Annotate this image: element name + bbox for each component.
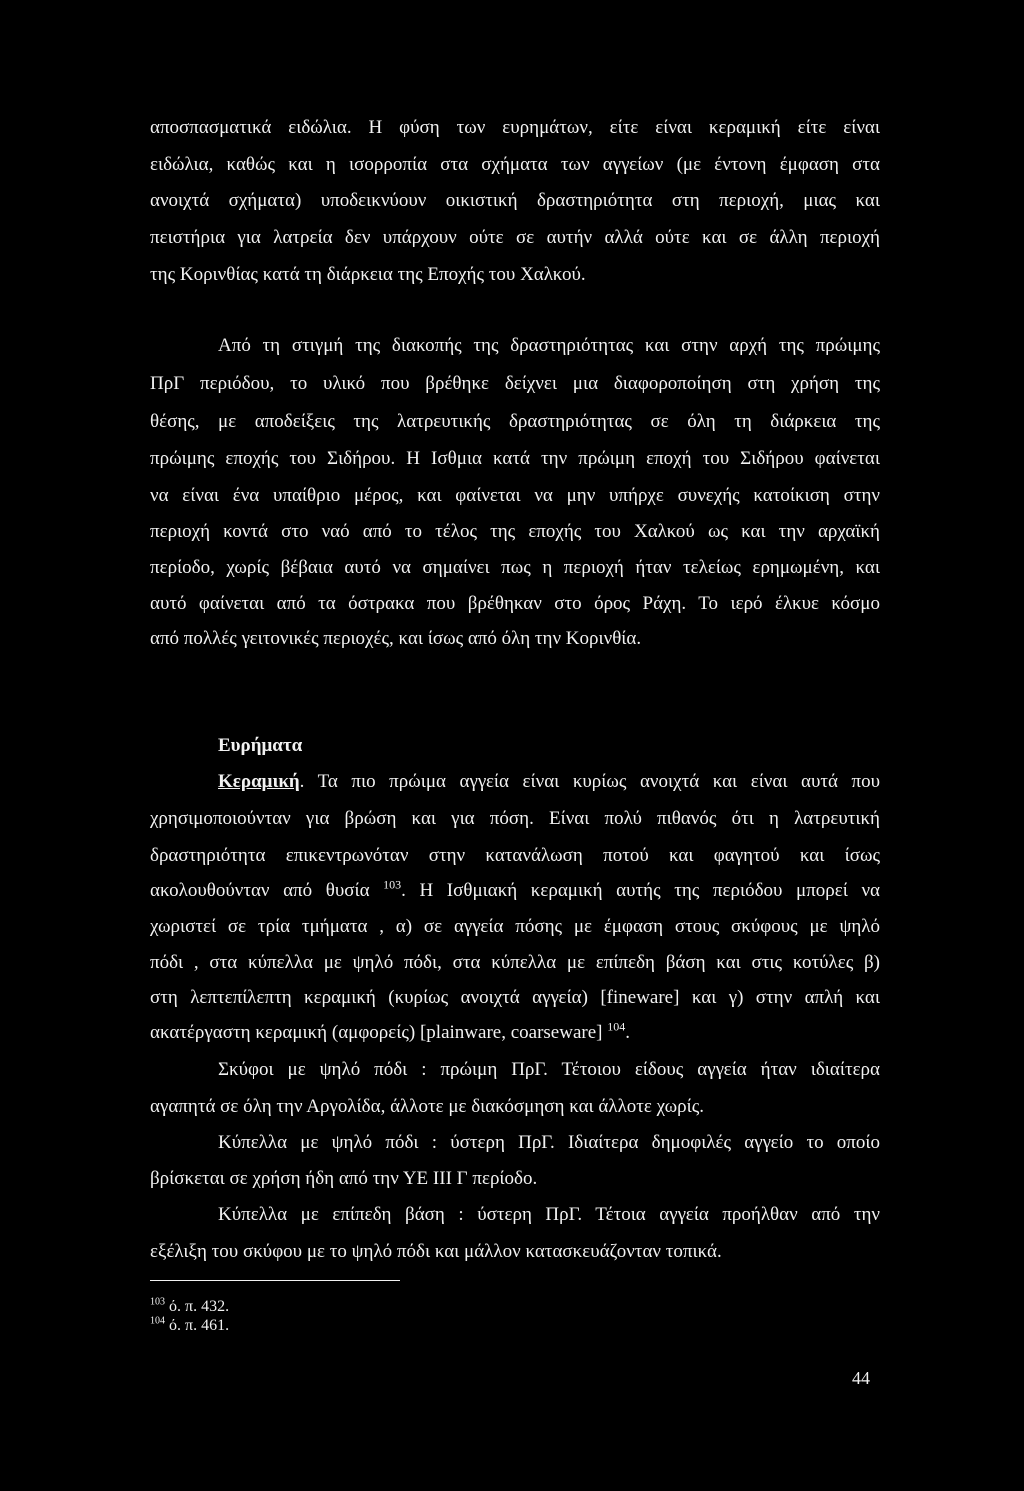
item-line: βρίσκεται σε χρήση ήδη από την ΥΕ ΙΙΙ Γ περίοδο. [150, 1168, 538, 1189]
body-text-line: να είναι ένα υπαίθριο μέρος, και φαίνεται να μην υπήρχε συνεχής κατοίκιση στην [150, 485, 880, 506]
page-number: 44 [852, 1368, 870, 1388]
body-text-line: πειστήρια για λατρεία δεν υπάρχουν ούτε σε αυτήν αλλά ούτε και σε άλλη περιοχή [150, 227, 880, 248]
item-line: εξέλιξη του σκύφου με το ψηλό πόδι και μάλλον κατασκευάζονταν τοπικά. [150, 1241, 722, 1262]
body-text-line-with-ref [150, 877, 880, 902]
item-line: Κύπελλα με ψηλό πόδι : ύστερη ΠρΓ. Ιδιαίτερα δημοφιλές αγγείο το οποίο [218, 1132, 880, 1153]
ceramics-first-line-text: . Τα πιο πρώιμα αγγεία είναι κυρίως ανοιχτά και είναι αυτά που [299, 771, 880, 792]
footnote-ref: 103 [383, 877, 402, 892]
body-text-line: περίοδο, χωρίς βέβαια αυτό να σημαίνει πως η περιοχή ήταν τελείως ερημωμένη, και [150, 557, 880, 578]
body-text-line: Από τη στιγμή της διακοπής της δραστηριότητας και στην αρχή της πρώιμης [218, 335, 880, 356]
body-text-line: περιοχή κοντά στο ναό από το τέλος της εποχής του Χαλκού ως και την αρχαϊκή [150, 521, 880, 542]
footnote-ref: 104 [607, 1019, 626, 1034]
ceramics-line8-start: ακατέργαστη κεραμική (αμφορείς) [plainware, coarseware] [150, 1022, 608, 1043]
footnote-text: ό. π. 461. [165, 1317, 230, 1334]
footnote [150, 1298, 229, 1316]
ceramics-first-line [218, 771, 880, 793]
body-text-line: ειδώλια, καθώς και η ισορροπία στα σχήματα των αγγείων (με έντονη έμφαση στα [150, 154, 880, 175]
body-text-line-with-ref [150, 1019, 880, 1044]
ceramics-line8-end: . [625, 1022, 630, 1043]
body-text-line: ΠρΓ περιόδου, το υλικό που βρέθηκε δείχνει μια διαφοροποίηση στη χρήση της [150, 373, 880, 394]
ceramics-line4-start: ακολουθούνταν από θυσία [150, 880, 384, 901]
body-text-line: πρώιμης εποχής του Σιδήρου. Η Ισθμια κατά την πρώιμη εποχή του Σιδήρου φαίνεται [150, 448, 880, 469]
footnote-text: ό. π. 432. [165, 1298, 230, 1315]
body-text-line: αποσπασματικά ειδώλια. Η φύση των ευρημάτων, είτε είναι κεραμική είτε είναι [150, 117, 880, 138]
body-text-line: στη λεπτεπίλεπτη κεραμική (κυρίως ανοιχτά αγγεία) [fineware] και γ) στην απλή και [150, 987, 880, 1008]
body-text-line: χρησιμοποιούνταν για βρώση και για πόση. Είναι πολύ πιθανός ότι η λατρευτική [150, 808, 880, 829]
body-text-line: της Κορινθίας κατά τη διάρκεια της Εποχής του Χαλκού. [150, 264, 586, 285]
body-text-line: αυτό φαίνεται από τα όστρακα που βρέθηκαν στο όρος Ράχη. Το ιερό έλκυε κόσμο [150, 593, 880, 614]
section-heading: Ευρήματα [218, 735, 303, 756]
body-text-line: πόδι , στα κύπελλα με ψηλό πόδι, στα κύπελλα με επίπεδη βάση και στις κοτύλες β) [150, 952, 880, 973]
body-text-line: από πολλές γειτονικές περιοχές, και ίσως από όλη την Κορινθία. [150, 628, 642, 649]
item-line: αγαπητά σε όλη την Αργολίδα, άλλοτε με διακόσμηση και άλλοτε χωρίς. [150, 1096, 705, 1117]
footnote-number: 103 [150, 1296, 165, 1308]
body-text-line: ανοιχτά σχήματα) υποδεικνύουν οικιστική δραστηριότητα στη περιοχή, μιας και [150, 190, 880, 211]
ceramics-line4-end: . Η Ισθμιακή κεραμική αυτής της περιόδου μπορεί να [401, 880, 880, 901]
footnote [150, 1317, 229, 1335]
footnote-number: 104 [150, 1315, 165, 1327]
body-text-line: χωριστεί σε τρία τμήματα , α) σε αγγεία πόσης με έμφαση στους σκύφους με ψηλό [150, 916, 880, 937]
item-line: Κύπελλα με επίπεδη βάση : ύστερη ΠρΓ. Τέτοια αγγεία προήλθαν από την [218, 1204, 880, 1225]
ceramics-label: Κεραμική [218, 771, 300, 792]
body-text-line: δραστηριότητα επικεντρωνόταν στην κατανάλωση ποτού και φαγητού και ίσως [150, 845, 880, 866]
item-line: Σκύφοι με ψηλό πόδι : πρώιμη ΠρΓ. Τέτοιου είδους αγγεία ήταν ιδιαίτερα [218, 1059, 880, 1080]
footnote-separator [150, 1280, 400, 1281]
body-text-line: θέσης, με αποδείξεις της λατρευτικής δραστηριότητας σε όλη τη διάρκεια της [150, 411, 880, 432]
